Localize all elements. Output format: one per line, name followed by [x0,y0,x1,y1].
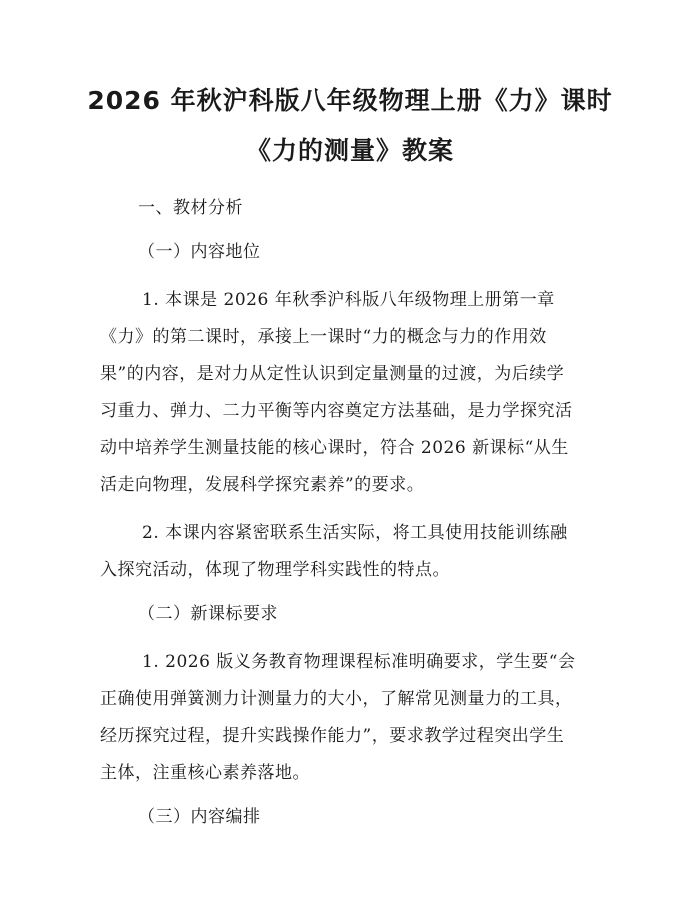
subsection-heading-curriculum-requirements: （二）新课标要求 [138,604,278,624]
paragraph-line: 入探究活动，体现了物理学科实践性的特点。 [100,560,450,580]
subsection-heading-content-position: （一）内容地位 [138,242,261,262]
paragraph-line: 经历探究过程，提升实践操作能力”，要求教学过程突出学生 [100,726,565,746]
document-title-line-2: 《力的测量》教案 [245,136,454,165]
subsection-heading-content-arrangement: （三）内容编排 [138,807,261,827]
document-title-line-1: 2026 年秋沪科版八年级物理上册《力》课时 [87,86,613,115]
paragraph-line: 动中培养学生测量技能的核心课时，符合 2026 新课标“从生 [100,438,569,458]
paragraph-line: 1. 本课是 2026 年秋季沪科版八年级物理上册第一章 [142,290,555,310]
paragraph-line: 果”的内容，是对力从定性认识到定量测量的过渡，为后续学 [100,364,565,384]
paragraph-line: 正确使用弹簧测力计测量力的大小，了解常见测量力的工具， [100,689,573,709]
paragraph-line: 活走向物理，发展科学探究素养”的要求。 [100,475,425,495]
paragraph-line: 习重力、弹力、二力平衡等内容奠定方法基础，是力学探究活 [100,401,573,421]
paragraph-line: 1. 2026 版义务教育物理课程标准明确要求，学生要“会 [142,652,576,672]
paragraph-line: 《力》的第二课时，承接上一课时“力的概念与力的作用效 [100,327,547,347]
paragraph-line: 2. 本课内容紧密联系生活实际，将工具使用技能训练融 [142,523,568,543]
paragraph-line: 主体，注重核心素养落地。 [100,763,310,783]
section-heading-1: 一、教材分析 [138,198,243,218]
